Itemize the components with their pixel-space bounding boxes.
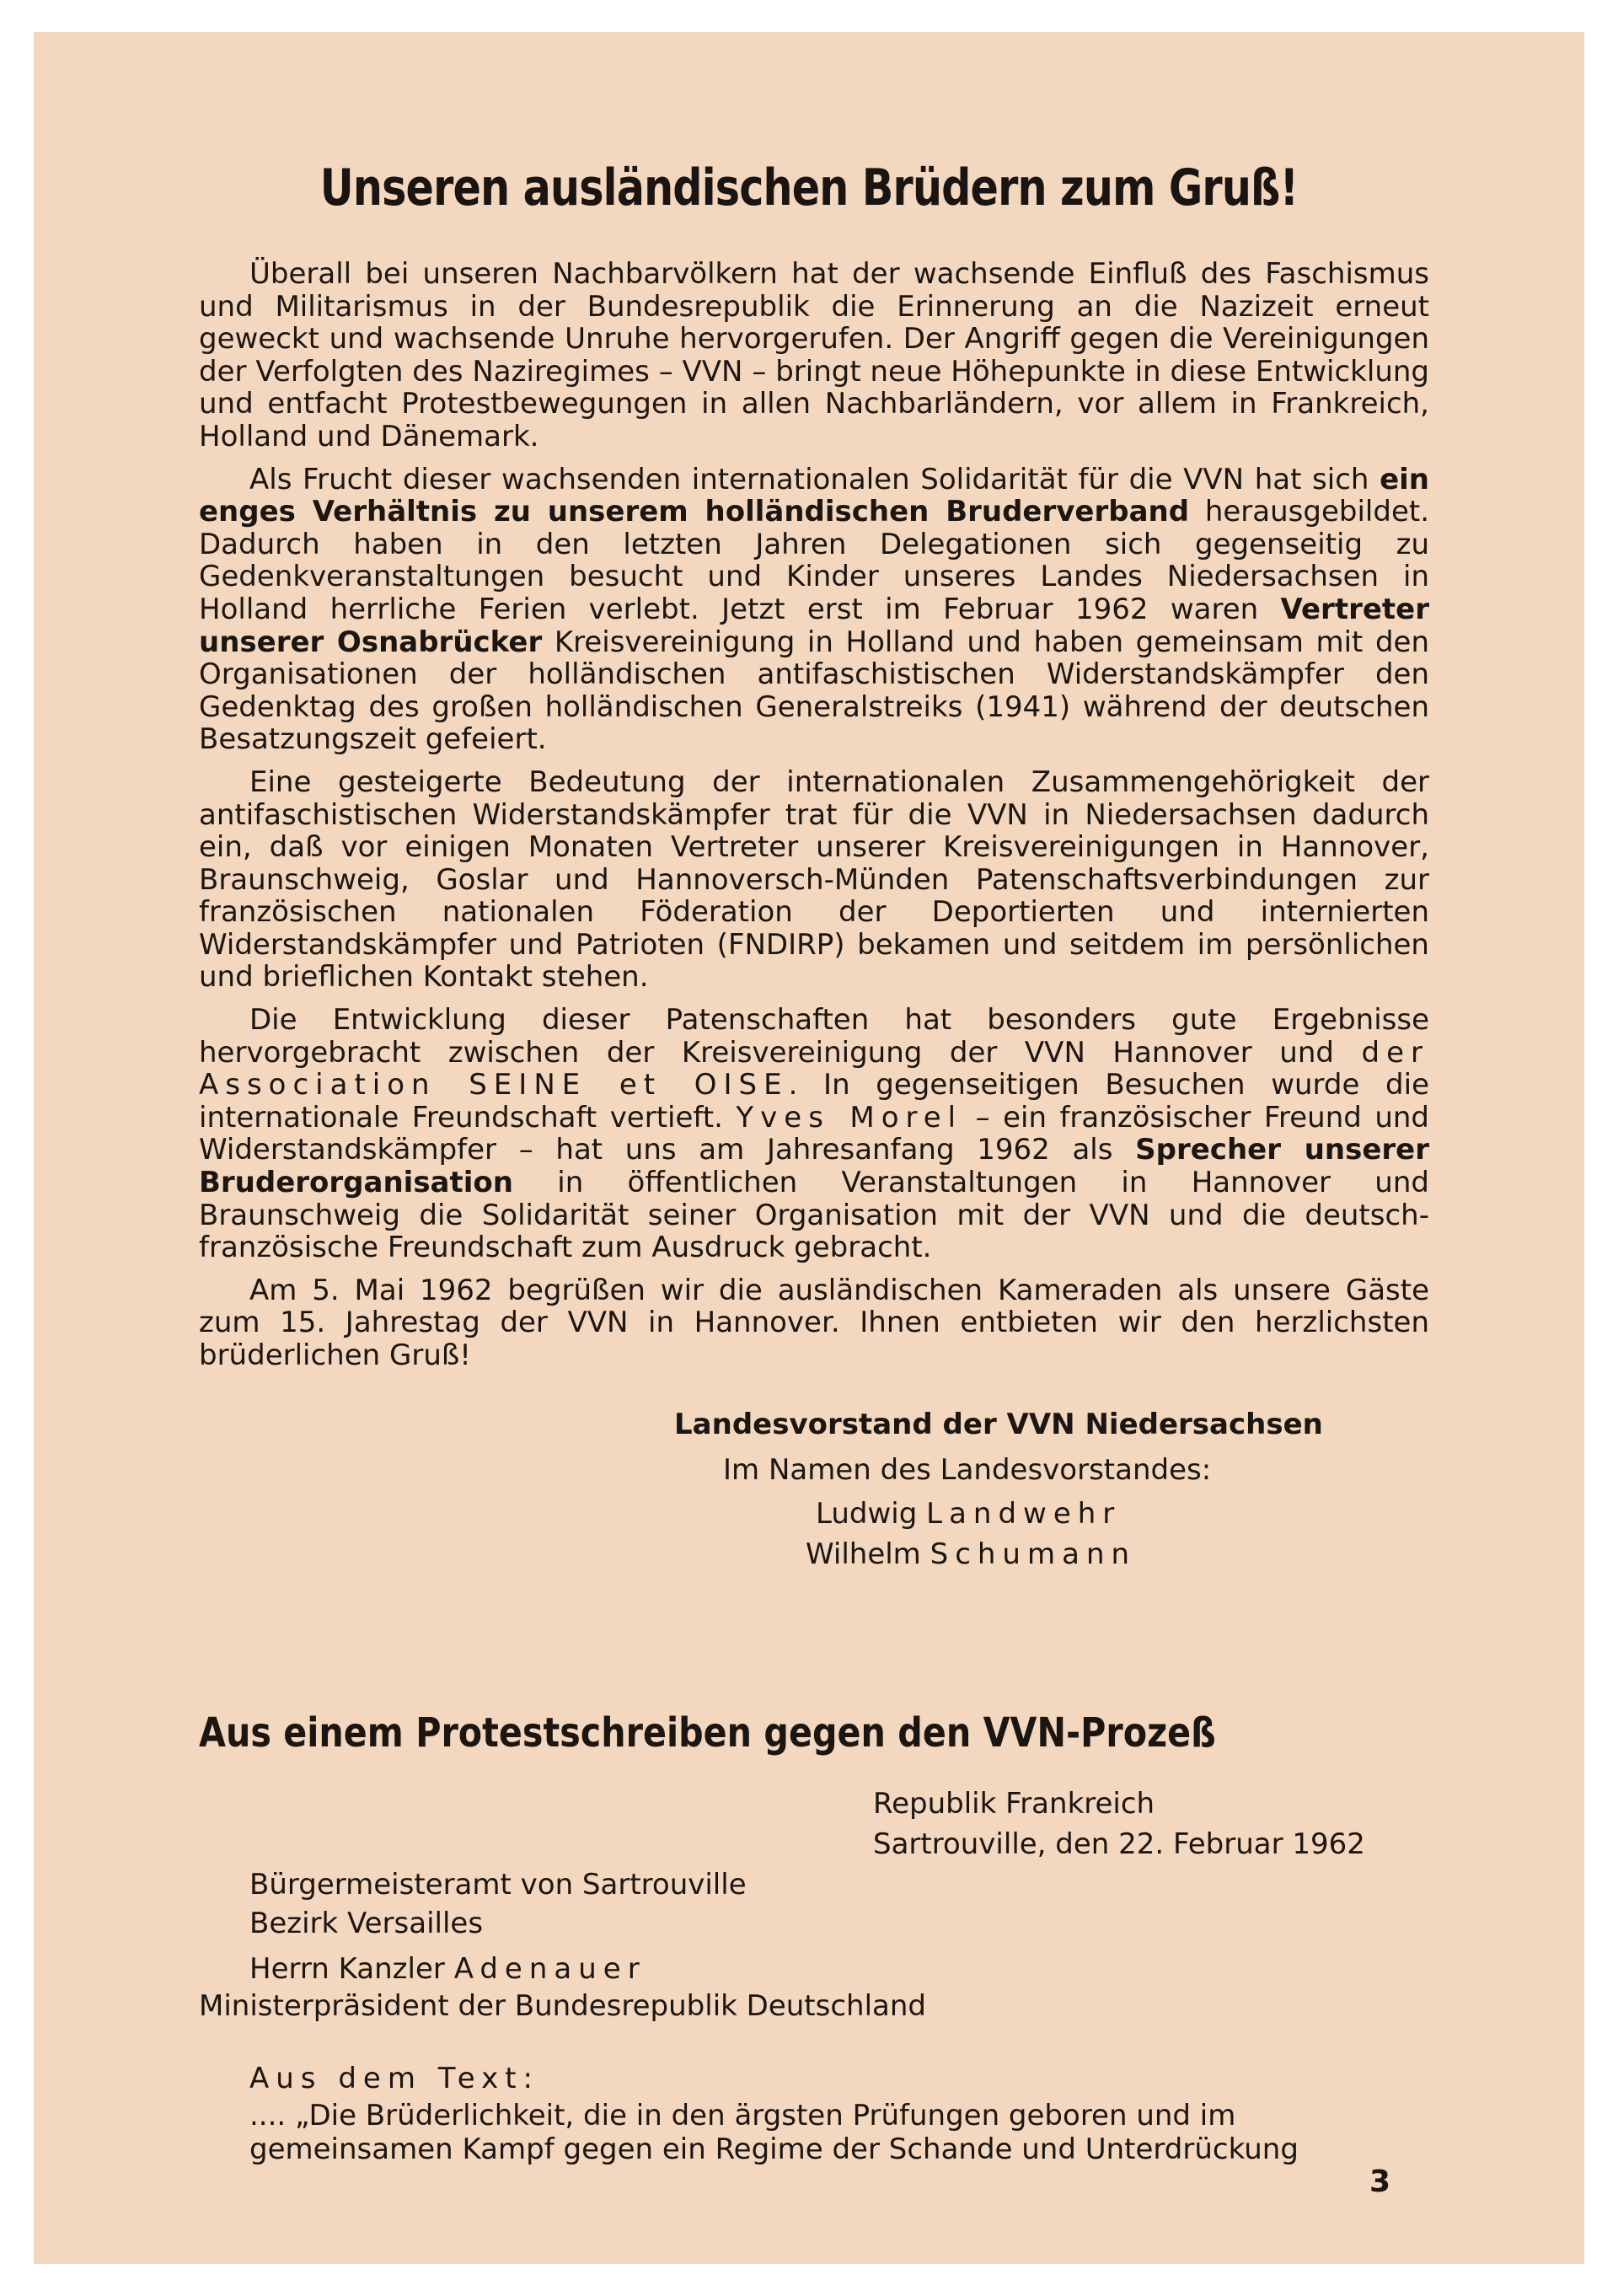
page-title: Unseren ausländischen Brüdern zum Gruß!: [319, 158, 1299, 217]
paragraph-4: Die Entwicklung dieser Patenschaften hat besonders gute Ergebnisse hervorgebracht zwischen der Kreisvereinigung der VVN Hannover und der Association SEINE et OISE. In gegenseitigen Besuchen wurde die internationale Freundschaft vertieft. Yves Morel – ein französischer Freund und Widerstandskämpfer – hat uns am Jahresanfang 1962 als Sprecher unserer Bruderorganisation in öffentlichen Veranstaltungen in Hannover und Braunschweig die Solidarität seiner Organisation mit der VVN und die deutsch-französische Freundschaft zum Ausdruck gebracht.: [199, 1003, 1430, 1265]
letter-country: Republik Frankreich: [873, 1787, 1155, 1821]
signature-org: Landesvorstand der VVN Niedersachsen: [674, 1408, 1323, 1441]
paragraph-3: Eine gesteigerte Bedeutung der internationalen Zusammengehörigkeit der antifaschistischen Widerstandskämpfer trat für die VVN in Niedersachsen dadurch ein, daß vor einigen Monaten Vertreter unserer Kreisvereinigungen in Hannover, Braunschweig, Goslar und Hannoversch-Münden Patenschaftsverbindungen zur französischen nationalen Föderation der Deportierten und internierten Widerstandskämpfer und Patrioten (FNDIRP) bekamen und seitdem im persönlichen und brieflichen Kontakt stehen.: [199, 764, 1429, 995]
excerpt-line-2: gemeinsamen Kampf gegen ein Regime der Schande und Unterdrückung: [249, 2132, 1299, 2166]
signature-name-1: Ludwig Landwehr: [816, 1497, 1122, 1531]
article-body: [199, 258, 1429, 1382]
page-number: 3: [1369, 2165, 1391, 2199]
excerpt-line-1: .... „Die Brüderlichkeit, die in den ärgsten Prüfungen geboren und im: [249, 2099, 1236, 2132]
letter-district: Bezirk Versailles: [249, 1907, 484, 1940]
letter-office: Bürgermeisteramt von Sartrouville: [249, 1868, 747, 1902]
paragraph-2: Als Frucht dieser wachsenden internationalen Solidarität für die VVN hat sich ein enges Verhältnis zu unserem holländischen Bruderverband herausgebildet. Dadurch haben in den letzten Jahren Delegationen sich gegenseitig zu Gedenkveranstaltungen besucht und Kinder unseres Landes Niedersachsen in Holland herrliche Ferien verlebt. Jetzt erst im Februar 1962 waren Vertreter unserer Osnabrücker Kreisvereinigung in Holland und haben gemeinsam mit den Organisationen der holländischen antifaschistischen Widerstandskämpfer den Gedenktag des großen holländischen Generalstreiks (1941) während der deutschen Besatzungszeit gefeiert.: [199, 462, 1429, 757]
paragraph-5: Am 5. Mai 1962 begrüßen wir die ausländischen Kameraden als unsere Gäste zum 15. Jahrestag der VVN in Hannover. Ihnen entbieten wir den herzlichsten brüderlichen Gruß!: [199, 1273, 1429, 1372]
excerpt-label: Aus dem Text:: [249, 2062, 539, 2095]
letter-addressee: Herrn Kanzler Adenauer: [249, 1952, 646, 1986]
paragraph-1: Überall bei unseren Nachbarvölkern hat der wachsende Einfluß des Faschismus und Militarismus in der Bundesrepublik die Erinnerung an die Nazizeit erneut geweckt und wachsende Unruhe hervorgerufen. Der Angriff gegen die Vereinigungen der Verfolgten des Naziregimes – VVN – bringt neue Höhepunkte in diese Entwicklung und entfacht Protestbewegungen in allen Nachbarländern, vor allem in Frankreich, Holland und Dänemark.: [199, 257, 1429, 453]
letter-place-date: Sartrouville, den 22. Februar 1962: [873, 1827, 1365, 1861]
section-heading: Aus einem Protestschreiben gegen den VVN-Prozeß: [199, 1709, 1216, 1757]
letter-addressee-title: Ministerpräsident der Bundesrepublik Deutschland: [199, 1989, 926, 2023]
page-sheet: [34, 32, 1584, 2264]
signature-on-behalf: Im Namen des Landesvorstandes:: [723, 1453, 1212, 1487]
signature-name-2: Wilhelm Schumann: [806, 1537, 1137, 1571]
